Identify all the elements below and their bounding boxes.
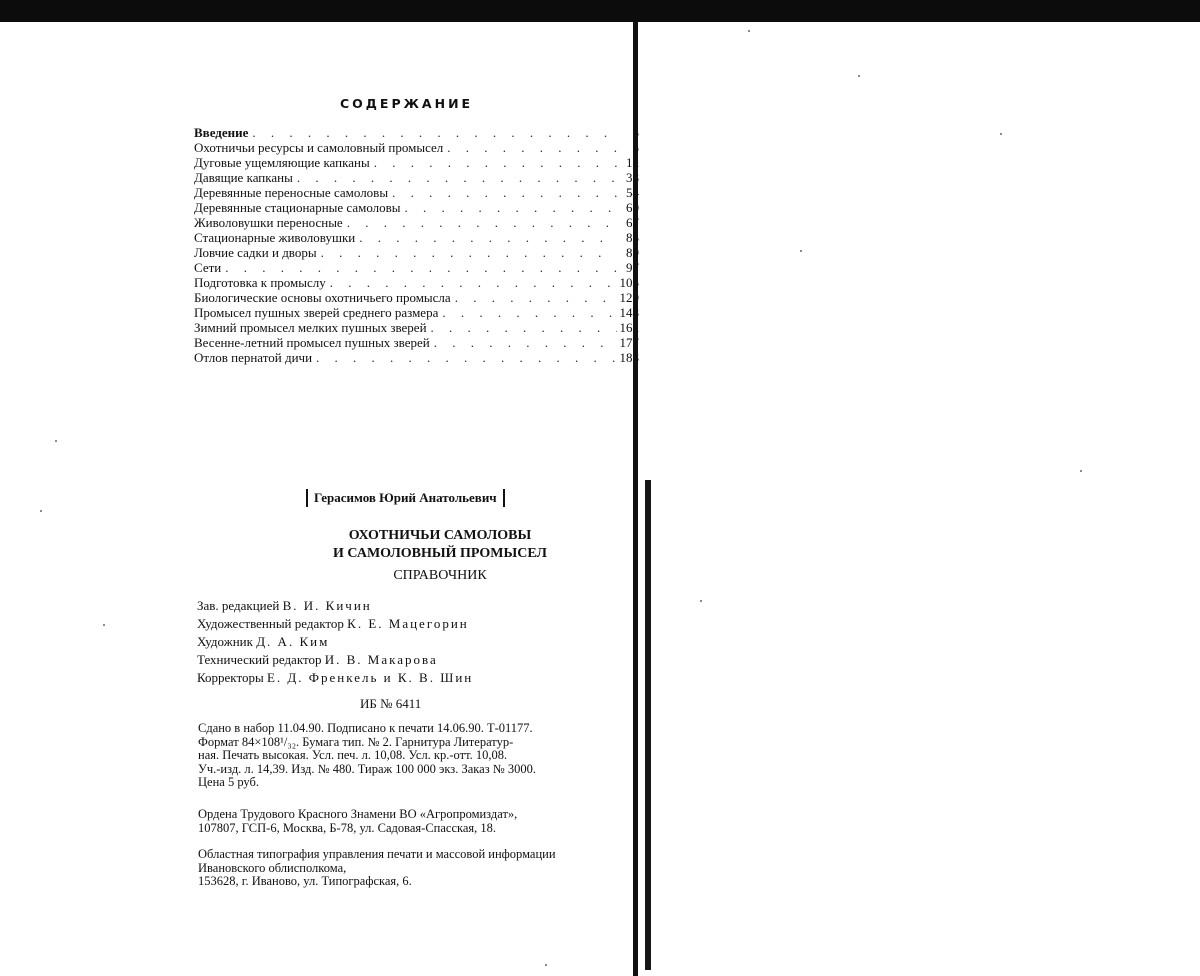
toc-entry-title: Стационарные живоловушки	[194, 230, 356, 245]
credit-name: Д. А. Ким	[256, 634, 330, 649]
toc-entry-title: Сети	[194, 260, 222, 275]
toc-entry-title: Отлов пернатой дичи	[194, 350, 313, 365]
imprint-line: Уч.-изд. л. 14,39. Изд. № 480. Тираж 100 000 экз. Заказ № 3000.	[198, 761, 536, 776]
toc-entry-page: 3	[632, 125, 639, 140]
toc-leader-dots	[431, 320, 617, 335]
imprint-line: ная. Печать высокая. Усл. печ. л. 10,08. Усл. кр.-отт. 10,08.	[198, 748, 508, 762]
toc-entry-page: 89	[626, 245, 639, 260]
scan-speck	[1000, 133, 1002, 135]
toc-entry	[194, 230, 639, 245]
toc-entry	[194, 155, 639, 170]
toc-entry-title: Дуговые ущемляющие капканы	[194, 155, 370, 170]
credit-role: Художественный редактор	[197, 616, 344, 631]
toc-entry-page: 105	[619, 275, 639, 290]
toc-leader-dots	[447, 140, 617, 155]
toc-entry	[194, 335, 639, 350]
imprint-line: Сдано в набор 11.04.90. Подписано к печати 14.06.90. Т-01177.	[198, 721, 533, 735]
printer-line: Ивановского облисполкома,	[198, 860, 347, 875]
toc-entry-title: Зимний промысел мелких пушных зверей	[194, 320, 427, 335]
toc-entry-page: 60	[626, 200, 639, 215]
imprint-line: Формат 84×108¹/₃₂. Бумага тип. № 2. Гарнитура Литератур-	[198, 734, 514, 749]
toc-leader-dots	[455, 290, 617, 305]
toc-leader-dots	[316, 350, 617, 365]
toc-entry-title: Весенне-летний промысел пушных зверей	[194, 335, 430, 350]
publisher-line: Ордена Трудового Красного Знамени ВО «Агропромиздат»,	[198, 807, 518, 821]
book-title	[260, 527, 620, 563]
scan-top-border	[0, 0, 1200, 22]
scan-speck	[545, 964, 547, 966]
toc-leader-dots	[374, 155, 617, 170]
credit-line	[197, 615, 473, 633]
toc-leader-dots	[321, 245, 617, 260]
toc-entry-title: Деревянные переносные самоловы	[194, 185, 389, 200]
imprint-details	[198, 722, 644, 790]
toc-entry-page: 38	[626, 170, 639, 185]
toc-leader-dots	[330, 275, 617, 290]
credits	[197, 597, 473, 687]
toc-entry-page: 5	[632, 140, 639, 155]
scanned-page	[0, 22, 640, 976]
toc-entry-page: 12	[626, 155, 639, 170]
table-of-contents	[194, 125, 639, 365]
toc-entry-page: 188	[619, 350, 639, 365]
scan-speck	[748, 30, 750, 32]
author-name: Герасимов Юрий Анатольевич	[306, 489, 505, 507]
toc-entry-page: 162	[619, 320, 639, 335]
ib-number: ИБ № 6411	[360, 696, 422, 711]
credit-role: Корректоры	[197, 670, 264, 685]
toc-entry-title: Подготовка к промыслу	[194, 275, 326, 290]
publisher-line: 107807, ГСП-6, Москва, Б-78, ул. Садовая-Спасская, 18.	[198, 820, 497, 835]
printer-address	[198, 848, 658, 889]
toc-entry	[194, 215, 639, 230]
toc-title: СОДЕРЖАНИЕ	[340, 96, 474, 111]
credit-role: Художник	[197, 634, 253, 649]
toc-leader-dots	[297, 170, 617, 185]
toc-entry	[194, 185, 639, 200]
scan-speck	[800, 250, 802, 252]
toc-entry	[194, 305, 639, 320]
toc-entry	[194, 290, 639, 305]
credit-name: И. В. Макарова	[324, 652, 438, 667]
publisher-address	[198, 808, 644, 835]
toc-leader-dots	[252, 125, 617, 140]
toc-entry-page: 97	[626, 260, 639, 275]
printer-line: 153628, г. Иваново, ул. Типографская, 6.	[198, 874, 412, 888]
toc-entry	[194, 350, 639, 365]
credit-line	[197, 651, 473, 669]
scan-speck	[1080, 470, 1082, 472]
toc-entry	[194, 125, 639, 140]
credit-name: Е. Д. Френкель и К. В. Шин	[266, 670, 474, 685]
toc-leader-dots	[442, 305, 617, 320]
toc-entry-page: 129	[619, 290, 639, 305]
toc-entry-title: Деревянные стационарные самоловы	[194, 200, 401, 215]
toc-entry-title: Введение	[194, 125, 249, 140]
toc-entry-page: 177	[619, 335, 639, 350]
book-title-line: И САМОЛОВНЫЙ ПРОМЫСЕЛ	[333, 546, 547, 561]
credit-name: К. Е. Мацегорин	[347, 616, 469, 631]
toc-entry	[194, 275, 639, 290]
printer-line: Областная типография управления печати и массовой информации	[198, 847, 556, 861]
book-subtitle: СПРАВОЧНИК	[393, 568, 487, 583]
credit-name: В. И. Кичин	[282, 598, 372, 613]
scan-speck	[103, 624, 105, 626]
credit-role: Технический редактор	[197, 652, 322, 667]
toc-entry	[194, 170, 639, 185]
toc-leader-dots	[405, 200, 617, 215]
toc-leader-dots	[347, 215, 617, 230]
scan-speck	[858, 75, 860, 77]
toc-entry	[194, 320, 639, 335]
toc-entry-page: 54	[626, 185, 639, 200]
scan-speck	[55, 440, 57, 442]
credit-role: Зав. редакцией	[197, 598, 280, 613]
toc-entry	[194, 245, 639, 260]
credit-line	[197, 669, 473, 687]
toc-entry-page: 85	[626, 230, 639, 245]
toc-entry-title: Ловчие садки и дворы	[194, 245, 317, 260]
toc-entry	[194, 260, 639, 275]
credit-line	[197, 597, 473, 615]
toc-entry-title: Промысел пушных зверей среднего размера	[194, 305, 439, 320]
imprint-line: Цена 5 руб.	[198, 775, 259, 789]
toc-entry	[194, 200, 639, 215]
toc-entry-title: Живоловушки переносные	[194, 215, 343, 230]
book-title-line: ОХОТНИЧЬИ САМОЛОВЫ	[348, 528, 532, 543]
toc-leader-dots	[359, 230, 617, 245]
scan-speck	[40, 510, 42, 512]
book-spine-shadow-lower	[645, 480, 651, 970]
toc-entry-page: 148	[619, 305, 639, 320]
toc-leader-dots	[392, 185, 617, 200]
toc-entry-title: Давящие капканы	[194, 170, 293, 185]
credit-line	[197, 633, 473, 651]
toc-entry	[194, 140, 639, 155]
toc-leader-dots	[434, 335, 617, 350]
toc-entry-title: Охотничьи ресурсы и самоловный промысел	[194, 140, 444, 155]
scan-speck	[700, 600, 702, 602]
toc-entry-page: 67	[626, 215, 639, 230]
toc-leader-dots	[225, 260, 617, 275]
toc-entry-title: Биологические основы охотничьего промысла	[194, 290, 451, 305]
